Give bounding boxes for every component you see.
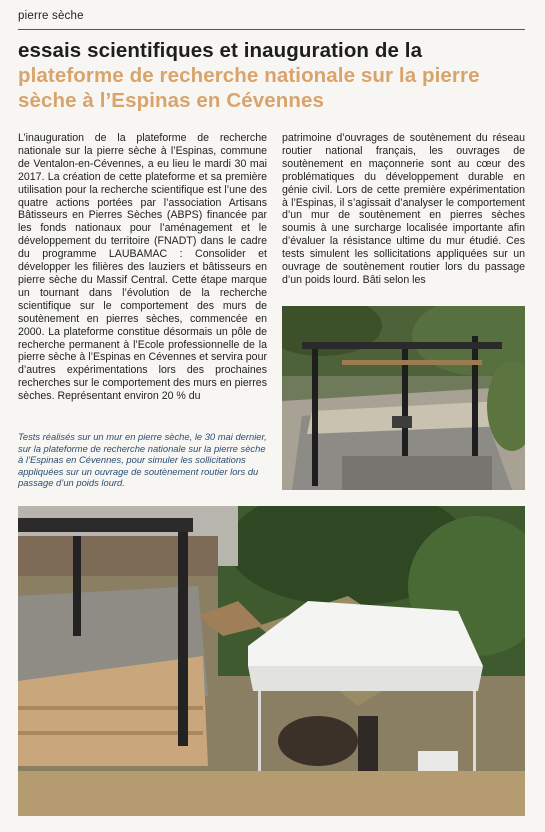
photo-caption: Tests réalisés sur un mur en pierre sèche, le 30 mai dernier, sur la plateforme de recherche nationale sur la pierre sèche à l’Espinas en Cévennes, pour simuler les sollicitations appliquées sur un ouvrage de soutènement routier lors du passage d’un poids lourd. (18, 431, 267, 489)
title-dark-part: essais scientifiques et inauguration de la (18, 39, 423, 62)
article-title (18, 38, 530, 113)
article-body-left: L’inauguration de la plateforme de recherche nationale sur la pierre sèche à l’Espinas, commune de Ventalon-en-Cévennes, a eu lieu le mardi 30 mai 2017. La création de cette plateforme et sa première utilisation pour la recherche scientifique est l’une des quatre actions portées par l’association Artisans Bâtisseurs en Pierres Sèches (ABPS) financée par les fonds nationaux pour l’aménagement et le développement du territoire (FNADT) dans le cadre du programme LAUBAMAC : Consolider et développer les filières des lauziers et bâtisseurs en pierre sèche du Massif Central. Cette étape marque un tournant dans l’évolution de la recherche scientifique sur le comportement des murs de soutènement en pierres sèches, commencée en 2000. La plateforme constitue désormais un pôle de recherche permanent à l’Ecole professionnelle de la pierre sèche à l’Espinas en Cévennes et servira pour d’autres expérimentations lors des prochaines recherches sur le comportement des murs en pierres sèches. Représentant environ 20 % du (18, 132, 267, 403)
header-rule (18, 29, 525, 30)
section-label: pierre sèche (18, 10, 84, 22)
title-accent-part: plateforme de recherche nationale sur la pierre sèche à l’Espinas en Cévennes (18, 64, 480, 112)
test-site-photo (18, 506, 525, 816)
test-rig-photo (282, 306, 525, 490)
article-body-right: patrimoine d’ouvrages de soutènement du réseau routier national français, les ouvrages de soutènement en maçonnerie sont au cœur des problématiques du développement durable en génie civil. Lors de cette première expérimentation à l’Espinas, il s’agissait d’analyser le comportement d’un mur de soutènement en pierres sèches soumis à une surcharge localisée importante afin d’évaluer la résistance ultime du mur étudié. Ces tests simulent les sollicitations appliquées sur un ouvrage de soutènement routier lors du passage d’un poids lourd. Bâti selon les (282, 132, 525, 286)
